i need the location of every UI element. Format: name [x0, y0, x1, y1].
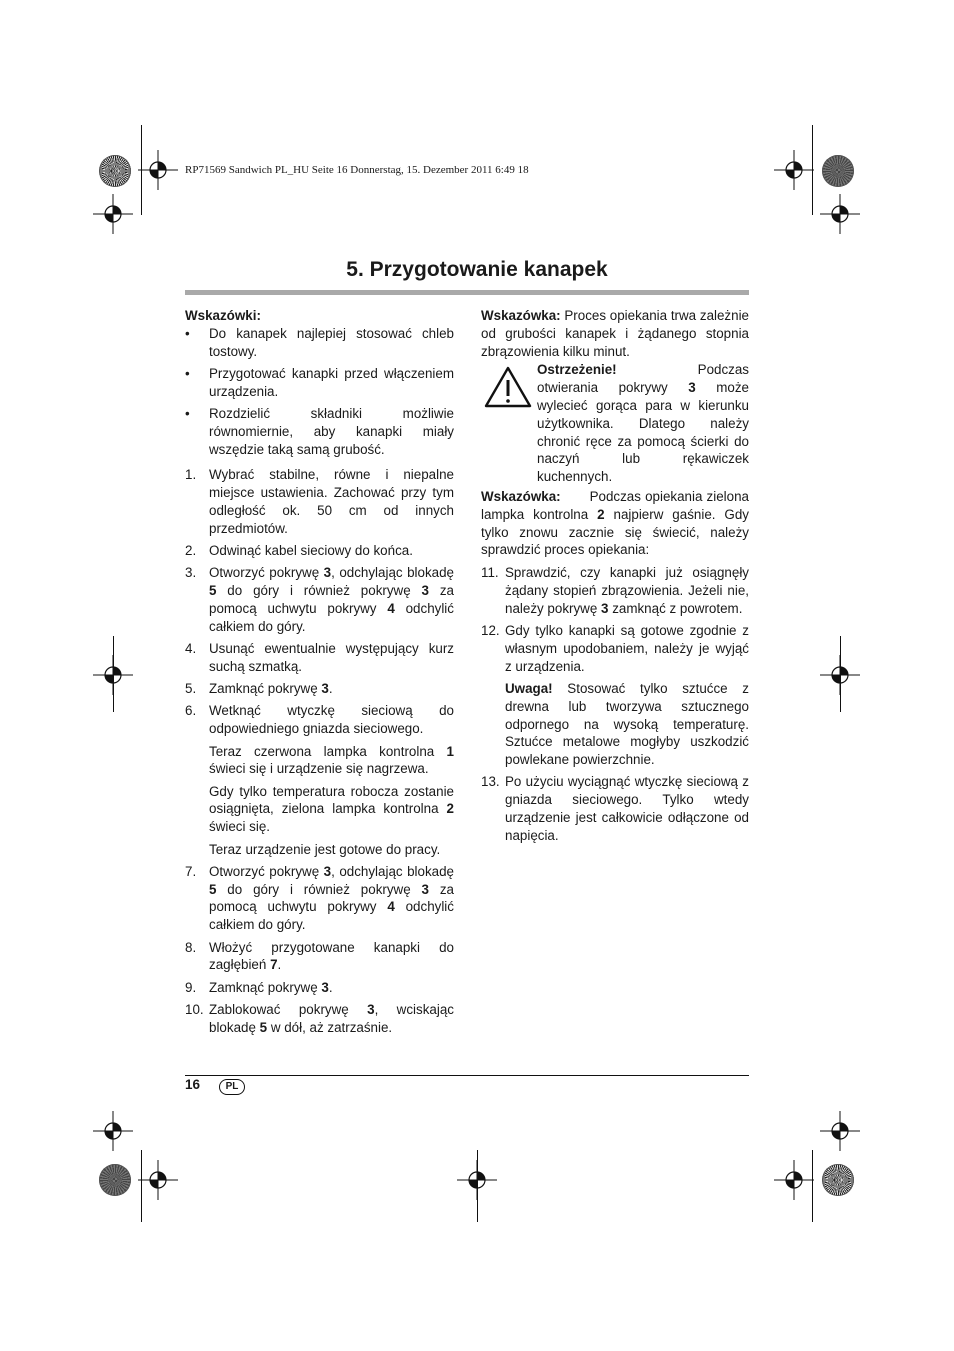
step-6: 6. Wetknąć wtyczkę sieciową do odpowiedniego gniazda sieciowego. — [185, 703, 454, 737]
language-badge: PL — [219, 1079, 245, 1095]
step-6-note-3: Teraz urządzenie jest gotowe do pracy. — [209, 841, 441, 857]
hints-heading: Wskazówki: — [185, 308, 261, 323]
crop-line — [141, 1150, 142, 1222]
steps-list-left — [185, 466, 454, 1036]
color-rosette-icon — [99, 155, 131, 187]
registration-mark-icon — [93, 1111, 133, 1151]
step-1: 1. Wybrać stabilne, równe i niepalne miejsce ustawienia. Zachować przy tym odległość ok. 50 cm od innych przedmiotów. — [185, 467, 454, 536]
page-number: 16 — [185, 1077, 201, 1092]
step-2: 2. Odwinąć kabel sieciowy do końca. — [185, 543, 413, 559]
left-column — [185, 307, 454, 1041]
registration-mark-icon — [138, 150, 178, 190]
steps-list-right — [481, 564, 749, 844]
step-5: 5. Zamknąć pokrywę 3. — [185, 681, 333, 697]
crop-line — [113, 636, 114, 712]
registration-mark-icon — [820, 1111, 860, 1151]
tip-2: Wskazówka: Podczas opiekania zielona lampka kontrolna 2 najpierw gaśnie. Gdy tylko znowu zacznie się świecić, należy sprawdzić proces opiekania: — [481, 488, 749, 558]
registration-mark-icon — [138, 1160, 178, 1200]
list-item: • Przygotować kanapki przed włączeniem urządzenia. — [185, 365, 454, 399]
registration-mark-icon — [93, 194, 133, 234]
step-12-caution: Uwaga! Stosować tylko sztućce z drewna lub tworzywa sztucznego odpornego na wysoką temperaturę. Sztućce metalowe mogłyby uszkodzić powlekane powierzchnie. — [505, 680, 749, 768]
list-item: • Do kanapek najlepiej stosować chleb tostowy. — [185, 325, 454, 359]
step-3: 3. Otworzyć pokrywę 3, odchylając blokadę 5 do góry i również pokrywę 3 za pomocą uchwytu pokrywy 4 odchylić całkiem do góry. — [185, 565, 454, 634]
step-13: 13. Po użyciu wyciągnąć wtyczkę sieciową z gniazda sieciowego. Tylko wtedy urządzenie jest całkowicie odłączone od napięcia. — [481, 774, 749, 843]
registration-mark-icon — [820, 194, 860, 234]
title-rule — [185, 290, 749, 295]
hints-list — [185, 325, 454, 459]
step-8: 8. Włożyć przygotowane kanapki do zagłębień 7. — [185, 939, 454, 973]
registration-mark-icon — [774, 150, 814, 190]
step-6-note-1: Teraz czerwona lampka kontrolna 1 świeci się i urządzenie się nagrzewa. — [209, 743, 454, 777]
color-rosette-icon — [822, 1164, 854, 1196]
footer-rule — [185, 1075, 749, 1076]
step-4: 4. Usunąć ewentualnie występujący kurz suchą szmatką. — [185, 641, 454, 674]
crop-line — [812, 1150, 813, 1222]
crop-line — [812, 125, 813, 215]
step-11: 11. Sprawdzić, czy kanapki już osiągnęły żądany stopień zbrązowienia. Jeżeli nie, należy pokrywę 3 zamknąć z powrotem. — [481, 565, 749, 616]
page-title: 5. Przygotowanie kanapek — [346, 258, 608, 281]
step-12: 12. Gdy tylko kanapki są gotowe zgodnie z własnym upodobaniem, należy je wyjąć z urządzenia. — [481, 623, 749, 674]
step-7: 7. Otworzyć pokrywę 3, odchylając blokadę 5 do góry i również pokrywę 3 za pomocą uchwytu pokrywy 4 odchylić całkiem do góry. — [185, 863, 454, 933]
color-rosette-icon — [822, 155, 854, 187]
print-header: RP71569 Sandwich PL_HU Seite 16 Donnerstag, 15. Dezember 2011 6:49 18 — [185, 164, 529, 176]
step-6-note-2: Gdy tylko temperatura robocza zostanie osiągnięta, zielona lampka kontrolna 2 świeci się. — [209, 783, 454, 835]
crop-line — [840, 636, 841, 712]
registration-mark-icon — [774, 1160, 814, 1200]
step-9: 9. Zamknąć pokrywę 3. — [185, 979, 333, 995]
color-rosette-icon — [99, 1164, 131, 1196]
list-item: • Rozdzielić składniki możliwie równomiernie, aby kanapki miały wszędzie taką samą grubość. — [185, 405, 454, 457]
crop-line — [141, 125, 142, 215]
warning-triangle-icon — [483, 365, 533, 409]
tip-1: Wskazówka: Proces opiekania trwa zależnie od grubości kanapek i żądanego stopnia zbrązowienia kilku minut. — [481, 308, 749, 359]
crop-line — [477, 1150, 478, 1222]
right-column — [481, 307, 749, 849]
step-10: 10. Zablokować pokrywę 3, wciskając blokadę 5 w dół, aż zatrzaśnie. — [185, 1001, 454, 1035]
warning-block: Ostrzeżenie! Podczas otwierania pokrywy 3 może wylecieć gorąca para w kierunku użytkownika. Dlatego należy chronić ręce za pomocą ścierki do naczyń lub rękawiczek kuchennych. — [481, 361, 749, 486]
